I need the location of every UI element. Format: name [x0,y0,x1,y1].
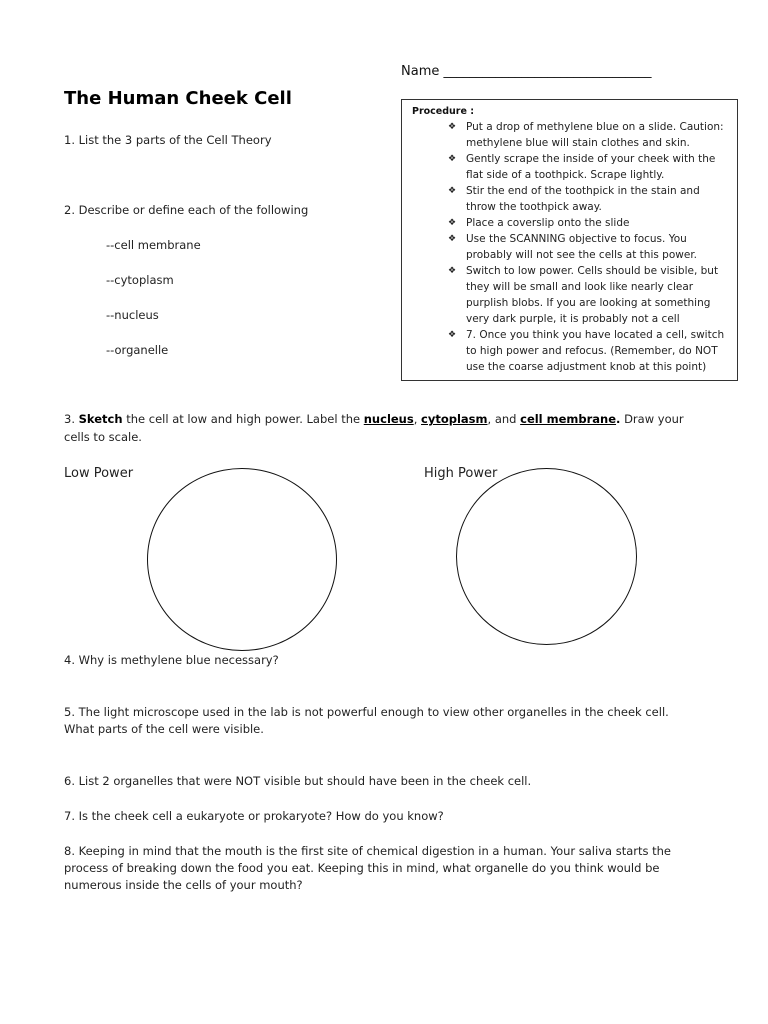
diamond-bullet-icon: ❖ [448,122,457,132]
q3-sketch-word: Sketch [78,412,123,426]
question-3-line-2: cells to scale. [64,430,142,444]
question-1: 1. List the 3 parts of the Cell Theory [64,133,272,147]
term-nucleus: --nucleus [106,308,159,322]
diamond-bullet-icon: ❖ [448,330,457,340]
procedure-step-line: throw the toothpick away. [466,201,602,213]
procedure-step-line: they will be small and look like nearly clear [466,281,694,293]
high-power-sketch-circle[interactable] [456,468,637,645]
q3-nucleus-word: nucleus [363,412,414,426]
diamond-bullet-icon: ❖ [448,154,457,164]
procedure-list [412,119,727,375]
procedure-step-line: purplish blobs. If you are looking at something [466,297,711,309]
q3-text-1: the cell at low and high power. Label the [122,412,364,426]
diamond-bullet-icon: ❖ [448,266,457,276]
high-power-label: High Power [424,466,498,481]
diamond-bullet-icon: ❖ [448,186,457,196]
q3-cytoplasm-word: cytoplasm [421,412,488,426]
term-cell-membrane: --cell membrane [106,238,201,252]
diamond-bullet-icon: ❖ [448,234,457,244]
low-power-label: Low Power [64,466,134,481]
q3-text-3: Draw your [620,412,684,426]
procedure-step [412,327,727,375]
question-3 [64,411,704,428]
procedure-box [401,99,738,381]
name-field-label: Name ________________________________ [401,64,652,79]
procedure-step [412,119,727,151]
procedure-step-line: probably will not see the cells at this power. [466,249,698,261]
procedure-step-line: use the coarse adjustment knob at this point) [466,361,707,373]
question-5-line-1: 5. The light microscope used in the lab is not powerful enough to view other organelles in the cheek cell. [64,705,669,719]
procedure-step-line: Gently scrape the inside of your cheek with the [466,153,716,165]
procedure-step-line: Put a drop of methylene blue on a slide. Caution: [466,121,724,133]
procedure-step-line: very dark purple, it is probably not a cell [466,313,680,325]
procedure-step-line: flat side of a toothpick. Scrape lightly. [466,169,665,181]
procedure-step-line: Switch to low power. Cells should be visible, but [466,265,719,277]
q3-period: . [616,412,621,426]
q3-number: 3. [64,412,79,426]
question-8-line-3: numerous inside the cells of your mouth? [64,878,303,892]
q3-comma: , [413,412,422,426]
page-title: The Human Cheek Cell [64,88,292,109]
question-5-line-2: What parts of the cell were visible. [64,722,264,736]
procedure-step [412,183,727,215]
procedure-heading: Procedure : [412,106,475,117]
question-8-line-2: process of breaking down the food you eat. Keeping this in mind, what organelle do you think would be [64,861,660,875]
procedure-step-line: methylene blue will stain clothes and skin. [466,137,690,149]
question-2: 2. Describe or define each of the following [64,203,309,217]
q3-cell-membrane-word: cell membrane [520,412,617,426]
term-cytoplasm: --cytoplasm [106,273,174,287]
procedure-step-line: Use the SCANNING objective to focus. You [466,233,687,245]
procedure-step [412,231,727,263]
question-6: 6. List 2 organelles that were NOT visible but should have been in the cheek cell. [64,774,532,788]
question-7: 7. Is the cheek cell a eukaryote or prokaryote? How do you know? [64,809,444,823]
q3-text-2: , and [487,412,521,426]
procedure-step-line: 7. Once you think you have located a cell, switch [466,329,725,341]
question-4: 4. Why is methylene blue necessary? [64,653,279,667]
procedure-step-line: to high power and refocus. (Remember, do NOT [466,345,718,357]
procedure-step-line: Place a coverslip onto the slide [466,217,630,229]
diamond-bullet-icon: ❖ [448,218,457,228]
question-8-line-1: 8. Keeping in mind that the mouth is the first site of chemical digestion in a human. Your saliva starts the [64,844,672,858]
low-power-sketch-circle[interactable] [147,468,337,651]
procedure-step [412,215,727,231]
term-organelle: --organelle [106,343,169,357]
procedure-step-line: Stir the end of the toothpick in the stain and [466,185,700,197]
procedure-step [412,151,727,183]
procedure-step [412,263,727,327]
